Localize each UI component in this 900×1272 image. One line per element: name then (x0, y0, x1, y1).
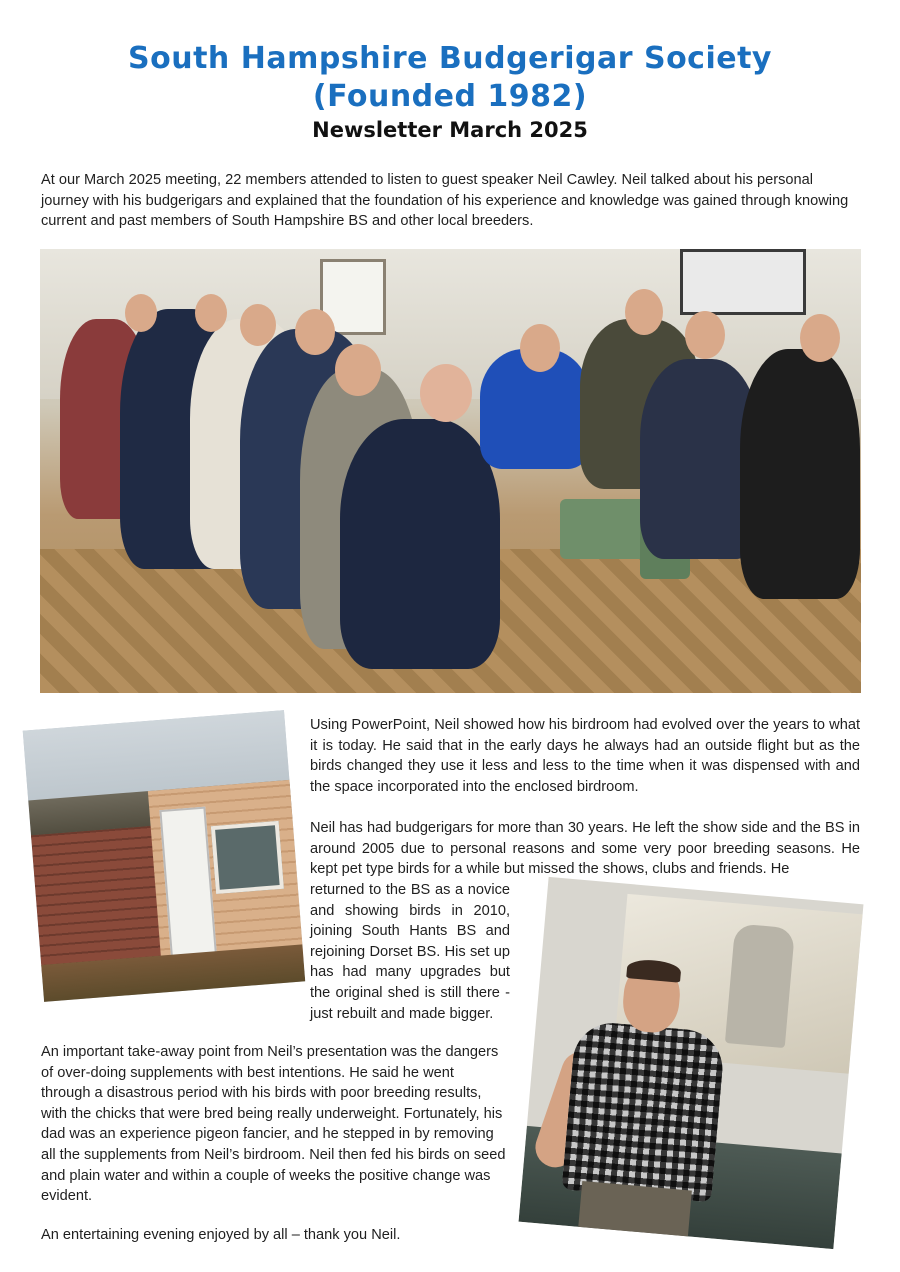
closing-line: An entertaining evening enjoyed by all – thank you Neil. (41, 1227, 401, 1243)
newsletter-subtitle: Newsletter March 2025 (312, 118, 588, 142)
intro-paragraph: At our March 2025 meeting, 22 members attended to listen to guest speaker Neil Cawley. Neil talked about his personal journey with his budgerigars and explained that the foundation of his experience and knowledge was gained through knowing current and past members of South Hampshire BS and other local breeders. (41, 172, 849, 230)
speaker-photo (519, 877, 864, 1249)
birdroom-paragraph: Using PowerPoint, Neil showed how his birdroom had evolved over the years to what it is today. He said that in the early days he always had an outside flight but as the birds changed they use it less and less to the time when it was dispensed with and the space incorporated into the enclosed birdroom. (310, 717, 860, 795)
birdroom-shed-photo (23, 710, 306, 1002)
founded-line: (Founded 1982) (312, 79, 588, 114)
takeaway-paragraph: An important take-away point from Neil’s presentation was the dangers of over-doing supplements with best intentions. He said he went through a disastrous period with his birds with poor breeding results, with the chicks that were bred being really underweight. Fortunately, his dad was an experience pigeon fancier, and he stepped in by removing all the supplements from Neil’s birdroom. Neil then fed his birds on seed and plain water and within a couple of weeks the positive change was evident. (41, 1044, 506, 1205)
newsletter-title: South Hampshire Budgerigar Society (128, 41, 772, 76)
history-paragraph: Neil has had budgerigars for more than 30 years. He left the show side and the BS in around 2005 due to personal reasons and some very poor breeding seasons. He kept pet type birds for a while but missed the shows, clubs and friends. He (310, 820, 860, 878)
history-paragraph-continued: returned to the BS as a novice and showing birds in 2010, joining South Hants BS and rejoining Dorset BS. His set up has had many upgrades but the original shed is still there - just rebuilt and made bigger. (310, 882, 510, 1022)
audience-photo (40, 249, 861, 693)
